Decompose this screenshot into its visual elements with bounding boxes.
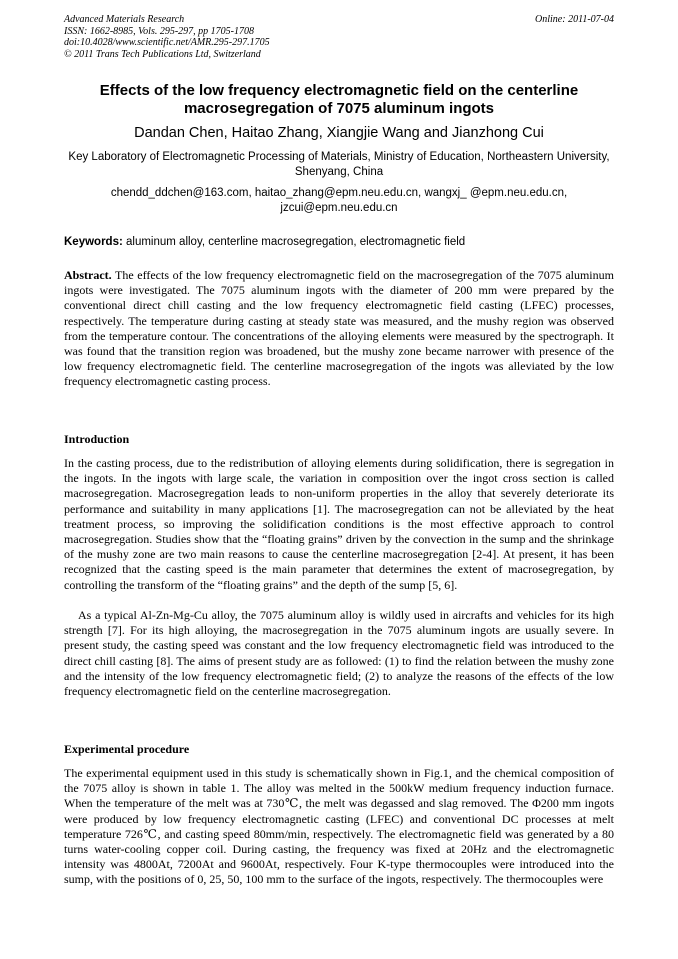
- introduction-paragraph-1: In the casting process, due to the redistribution of alloying elements during solidification, there is segregation in the ingots. In the ingots with large scale, the variation in composition over the ingot cross section is called macrosegregation. Macrosegregation leads to non-uniform properties in the alloy that severely deteriorate its performance and suitability in many applications [1]. The macrosegregation can not be alleviated by the heat treatment process, so improving the solidification conditions is the most effective approach to control macrosegregation. Studies show that the “floating grains” driven by the convection in the sump and the shrinkage of the mushy zone are two main reasons to cause the centerline macrosegregation [2-4]. At present, it has been recognized that the casting speed is the main parameter that determines the extent of macrosegregation, by controlling the transform of the “floating grains” and the depth of the sump [5, 6].: [64, 456, 614, 592]
- journal-name: Advanced Materials Research: [64, 14, 185, 25]
- keywords-text: aluminum alloy, centerline macrosegregation, electromagnetic field: [126, 236, 466, 248]
- introduction-paragraph-2: As a typical Al-Zn-Mg-Cu alloy, the 7075 aluminum alloy is wildly used in aircrafts and vehicles for its high strength [7]. For its high alloying, the macrosegregation in the 7075 aluminum ingots are usually severe. In present study, the casting speed was constant and the low frequency electromagnetic field was introduced to the direct chill casting [8]. The aims of present study are as followed: (1) to find the relation between the mushy zone and the intensity of the low frequency electromagnetic field; (2) to analyze the reasons of the effects of the low frequency electromagnetic field on the centerline macrosegregation.: [64, 608, 614, 699]
- keywords-label: Keywords:: [64, 236, 123, 248]
- title-line-1: Effects of the low frequency electromagnetic field on the centerline: [99, 82, 579, 99]
- abstract-text: The effects of the low frequency electromagnetic field on the macrosegregation of the 7075 aluminum ingots were investigated. The 7075 aluminum ingots with the diameter of 200 mm were prepared by the conventional direct chill casting and the low frequency electromagnetic field casting (LFEC) processes, respectively. The temperature during casting at steady state was measured, and the mushy region was observed from the temperature contour. The concentrations of the alloying elements were measured by the spectrograph. It was found that the transition region was broadened, but the mushy zone became narrower with presence of the low frequency electromagnetic field. The centerline macrosegregation of the ingots was alleviated by the low frequency electromagnetic casting process.: [64, 268, 614, 389]
- keywords: [64, 235, 614, 250]
- abstract: [64, 268, 614, 390]
- title-line-2: macrosegregation of 7075 aluminum ingots: [183, 100, 495, 117]
- affiliation: Key Laboratory of Electromagnetic Processing of Materials, Ministry of Education, Northeastern University, Shenyang, China: [68, 151, 610, 178]
- paper-title: [64, 82, 614, 118]
- doi-line: doi:10.4028/www.scientific.net/AMR.295-297.1705: [64, 37, 270, 48]
- experimental-heading: Experimental procedure: [64, 742, 190, 756]
- abstract-label: Abstract.: [64, 268, 112, 282]
- journal-header: [64, 14, 270, 60]
- copyright-line: © 2011 Trans Tech Publications Ltd, Switzerland: [64, 48, 261, 60]
- author-emails: chendd_ddchen@163.com, haitao_zhang@epm.neu.edu.cn, wangxj_ @epm.neu.edu.cn, jzcui@epm.neu.edu.cn: [110, 187, 568, 214]
- issn-line: ISSN: 1662-8985, Vols. 295-297, pp 1705-1708: [64, 25, 254, 37]
- experimental-paragraph-1: The experimental equipment used in this study is schematically shown in Fig.1, and the chemical composition of the 7075 alloy is shown in table 1. The alloy was melted in the 500kW medium frequency induction furnace. When the temperature of the melt was at 730℃, the melt was degassed and slag removed. The Φ200 mm ingots were produced by low frequency electromagnetic casting (LFEC) and conventional DC processes at melt temperature 726℃, and casting speed 80mm/min, respectively. The electromagnetic field was generated by a 80 turns water-cooling copper coil. During casting, the frequency was fixed at 20Hz and the electromagnetic intensity was 4800At, 7200At and 9600At, respectively. Four K-type thermocouples were introduced into the sump, with the positions of 0, 25, 50, 100 mm to the surface of the ingots, respectively. The thermocouples were: [64, 766, 614, 887]
- introduction-heading: Introduction: [64, 432, 130, 446]
- online-date: Online: 2011-07-04: [535, 14, 614, 25]
- author-list: Dandan Chen, Haitao Zhang, Xiangjie Wang and Jianzhong Cui: [134, 125, 544, 141]
